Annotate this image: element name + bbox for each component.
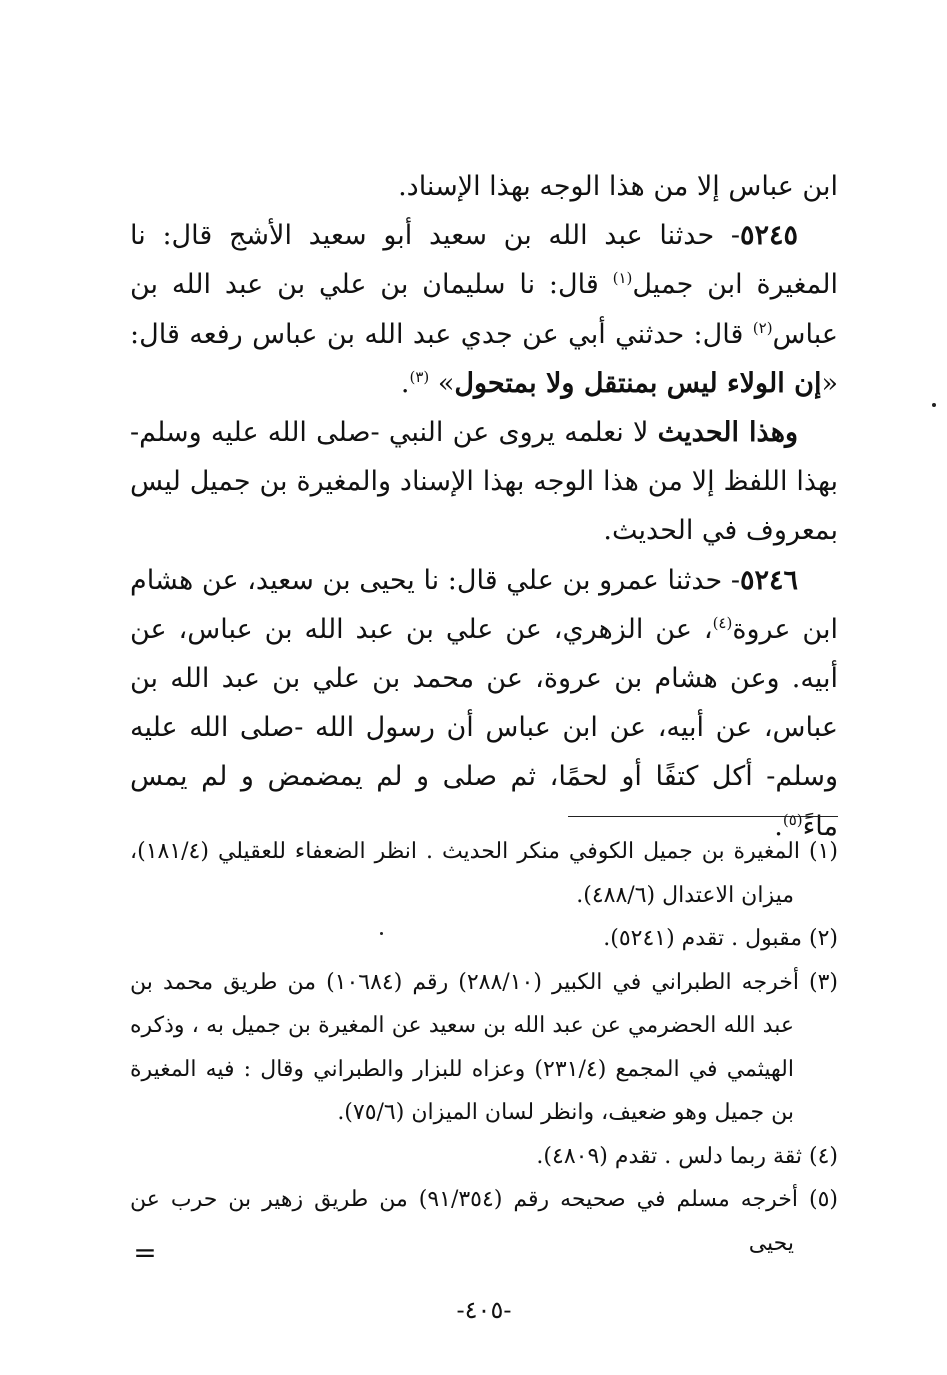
footnote-ref[interactable]: (٤) [712,613,733,632]
footnote-ref[interactable]: (١) [612,269,633,288]
hadith-5246 [130,556,838,851]
hadith-text: - حدثنا عمرو بن علي قال: نا يحيى بن سعيد، عن هشام ابن عروة [130,564,838,645]
book-page [130,0,838,1375]
footnote-2: (٢) مقبول . تقدم (٥٢٤١). [603,926,838,951]
page-number: -٤٠٥- [456,1296,512,1324]
hadith-text: قال: نا سليمان بن علي بن عبد الله بن عباس [130,269,838,350]
footnote-ref[interactable]: (٢) [752,318,773,337]
hadith-matn: إن الولاء ليس بمنتقل ولا بمتحول [454,367,822,399]
footnote-separator [568,816,838,817]
hadith-text: . [774,810,783,842]
footnote-ref[interactable]: (٣) [409,367,430,386]
hadith-number: ٥٢٤٥ [739,220,798,252]
hadith-number: ٥٢٤٦ [739,564,798,596]
hadith-5245 [130,211,838,408]
hadith-text: - حدثنا عبد الله بن سعيد أبو سعيد الأشج قال: نا المغيرة ابن جميل [130,220,838,301]
footnote-4: (٤) ثقة ربما دلس . تقدم (٤٨٠٩). [536,1143,838,1169]
footnotes [130,830,838,1265]
commentary-paragraph [130,408,838,556]
hadith-text: » [429,367,455,399]
footnote-1: (١) المغيرة بن جميل الكوفي منكر الحديث . انظر الضعفاء للعقيلي (١٨١/٤)، ميزان الاعتدال (٤٨٨/٦). [130,839,838,908]
hadith-text: ، عن الزهري، عن علي بن عبد الله بن عباس، عن أبيه. وعن هشام بن عروة، عن محمد بن علي بن عبد الله بن عباس، عن أبيه، عن ابن عباس أن رسول الله -صلى الله عليه وسلم- أكل كتفًا أو لحمًا، ثم صلى و لم يمضمض و لم يمس ماءً [130,613,838,842]
scan-speck [380,932,383,935]
paragraph-continuation: ابن عباس إلا من هذا الوجه بهذا الإسناد. [398,171,838,202]
scan-speck [932,403,936,407]
main-text [130,162,838,851]
commentary-lead: وهذا الحديث [657,417,798,449]
hadith-text: . [400,367,410,399]
footnote-3: (٣) أخرجه الطبراني في الكبير (٢٨٨/١٠) رقم (١٠٦٨٤) من طريق محمد بن عبد الله الحضرمي عن عبد الله بن سعيد عن المغيرة بن جميل به ، وذكره الهيثمي في المجمع (٢٣١/٤) وعزاه للبزار والطبراني وقال : فيه المغيرة بن جميل وهو ضعيف، وانظر لسان الميزان (٧٥/٦). [130,969,839,1125]
footnote-5: (٥) أخرجه مسلم في صحيحه رقم (٩١/٣٥٤) من طريق زهير بن حرب عن يحيى [130,1187,839,1256]
hadith-text: قال: حدثني أبي عن جدي عبد الله بن عباس رفعه قال: « [130,318,838,399]
continuation-mark: = [133,1236,157,1269]
footnote-ref[interactable]: (٥) [782,810,803,829]
commentary-text: لا نعلمه يروى عن النبي -صلى الله عليه وسلم- بهذا اللفظ إلا من هذا الوجه بهذا الإسناد والمغيرة بن جميل ليس بمعروف في الحديث. [130,417,838,547]
